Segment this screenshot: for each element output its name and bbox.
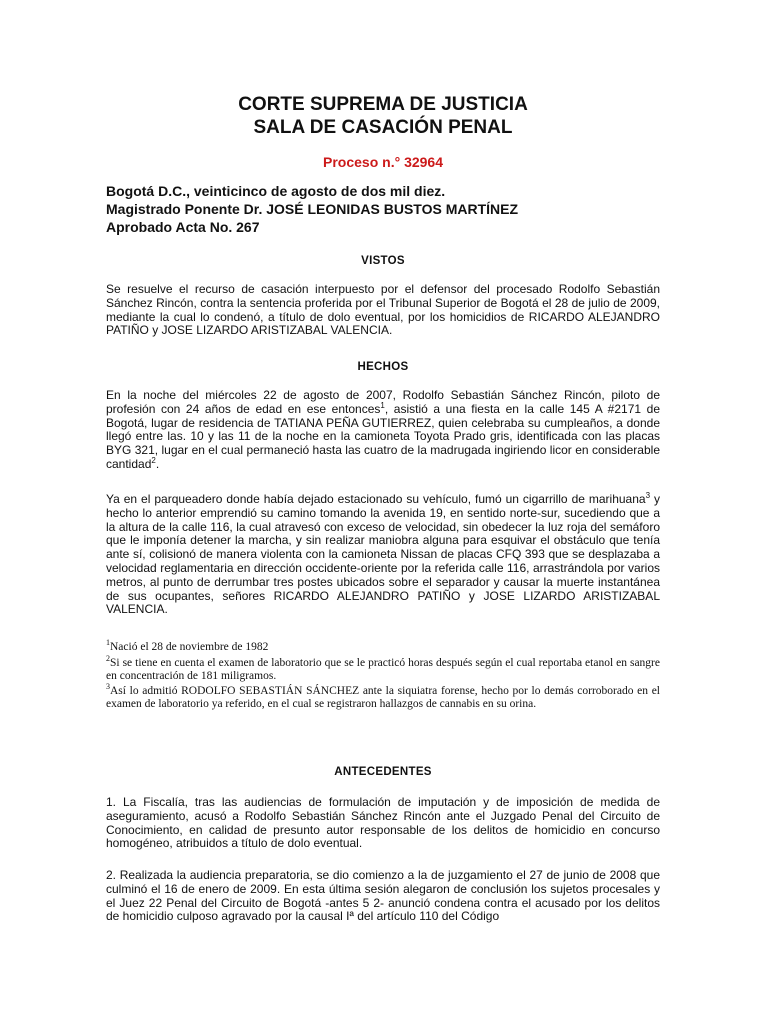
hechos-paragraph-1: En la noche del miércoles 22 de agosto de 2007, Rodolfo Sebastián Sánchez Rincón, piloto de profesión con 24 años de edad en ese entonces$^1$, asistió a una fiesta en la calle 145 A #2171 de Bogotá, lugar de residencia de TATIANA PEÑA GUTIERREZ, quien celebraba su cumpleaños, a donde llegó entre las. 10 y las 11 de la noche en la camioneta Toyota Prado gris, identificada con las placas BYG 321, lugar en el cual permaneció hasta las cuatro de la madrugada ingiriendo licor en considerable cantidad$^2$. <box>106 388 660 471</box>
antecedentes-paragraph-1: 1. La Fiscalía, tras las audiencias de formulación de imputación y de imposición de medida de aseguramiento, acusó a Rodolfo Sebastián Sánchez Rincón ante el Juzgado Penal del Circuito de Conocimiento, en calidad de presunto autor responsable de los delitos de homicidio en concurso homogéneo, atribuidos a título de dolo eventual. <box>106 795 660 851</box>
footnote-3: $^3$Así lo admitió RODOLFO SEBASTIÁN SÁNCHEZ ante la siquiatra forense, hecho por lo demás corroborado en el examen de laboratorio ya referido, en el cual se registraron hallazgos de cannabis en su orina. <box>106 682 660 710</box>
footnote-ref-3[interactable]: 3 <box>645 491 651 500</box>
proceso-number: Proceso n.° 32964 <box>323 154 443 170</box>
acta-number: Aprobado Acta No. 267 <box>106 219 260 235</box>
hechos-paragraph-2: Ya en el parqueadero donde había dejado estacionado su vehículo, fumó un cigarrillo de marihuana$^3$ y hecho lo anterior emprendió su camino tomando la avenida 19, en sentido norte-sur, sucediendo que a la altura de la calle 116, la cual atravesó con exceso de velocidad, sin obedecer la luz roja del semáforo que le imponía detener la marcha, y sin realizar maniobra alguna para esquivar el obstáculo que tenía ante sí, colisionó de manera violenta con la camioneta Nissan de placas CFQ 393 que se desplazaba a velocidad reglamentaria en dirección occidente-oriente por la referida calle 116, arrastrándola por varios metros, al punto de derrumbar tres postes ubicados sobre el separador y causar la muerte instantánea de sus ocupantes, señores RICARDO ALEJANDRO PATIÑO y JOSE LIZARDO ARISTIZABAL VALENCIA. <box>106 491 660 617</box>
footnote-2: $^2$Si se tiene en cuenta el examen de laboratorio que se le practicó horas después según el cual reportaba etanol en sangre en concentración de 181 miligramos. <box>106 654 660 682</box>
magistrado-ponente: Magistrado Ponente Dr. JOSÉ LEONIDAS BUSTOS MARTÍNEZ <box>106 201 519 217</box>
court-title: CORTE SUPREMA DE JUSTICIA <box>238 94 528 115</box>
place-date: Bogotá D.C., veinticinco de agosto de dos mil diez. <box>106 183 446 199</box>
footnote-ref-2[interactable]: 2 <box>151 455 156 465</box>
footnote-ref-1[interactable]: 1 <box>380 400 385 410</box>
chamber-title: SALA DE CASACIÓN PENAL <box>253 117 513 138</box>
footnote-1: $^1$Nació el 28 de noviembre de 1982 <box>106 638 269 653</box>
vistos-paragraph: Se resuelve el recurso de casación interpuesto por el defensor del procesado Rodolfo Sebastián Sánchez Rincón, contra la sentencia proferida por el Tribunal Superior de Bogotá el 28 de julio de 2009, mediante la cual lo condenó, a título de dolo eventual, por los homicidios de RICARDO ALEJANDRO PATIÑO y JOSE LIZARDO ARISTIZABAL VALENCIA. <box>106 282 660 338</box>
vistos-heading: VISTOS <box>361 255 405 267</box>
antecedentes-paragraph-2: 2. Realizada la audiencia preparatoria, se dio comienzo a la de juzgamiento el 27 de junio de 2008 que culminó el 16 de enero de 2009. En esta última sesión alegaron de conclusión los sujetos procesales y el Juez 22 Penal del Circuito de Bogotá -antes 5 2- anunció condena contra el acusado por los delitos de homicidio culposo agravado por la causal Iª del artículo 110 del Código <box>106 868 660 924</box>
antecedentes-heading: ANTECEDENTES <box>334 766 432 778</box>
hechos-heading: HECHOS <box>357 361 409 373</box>
